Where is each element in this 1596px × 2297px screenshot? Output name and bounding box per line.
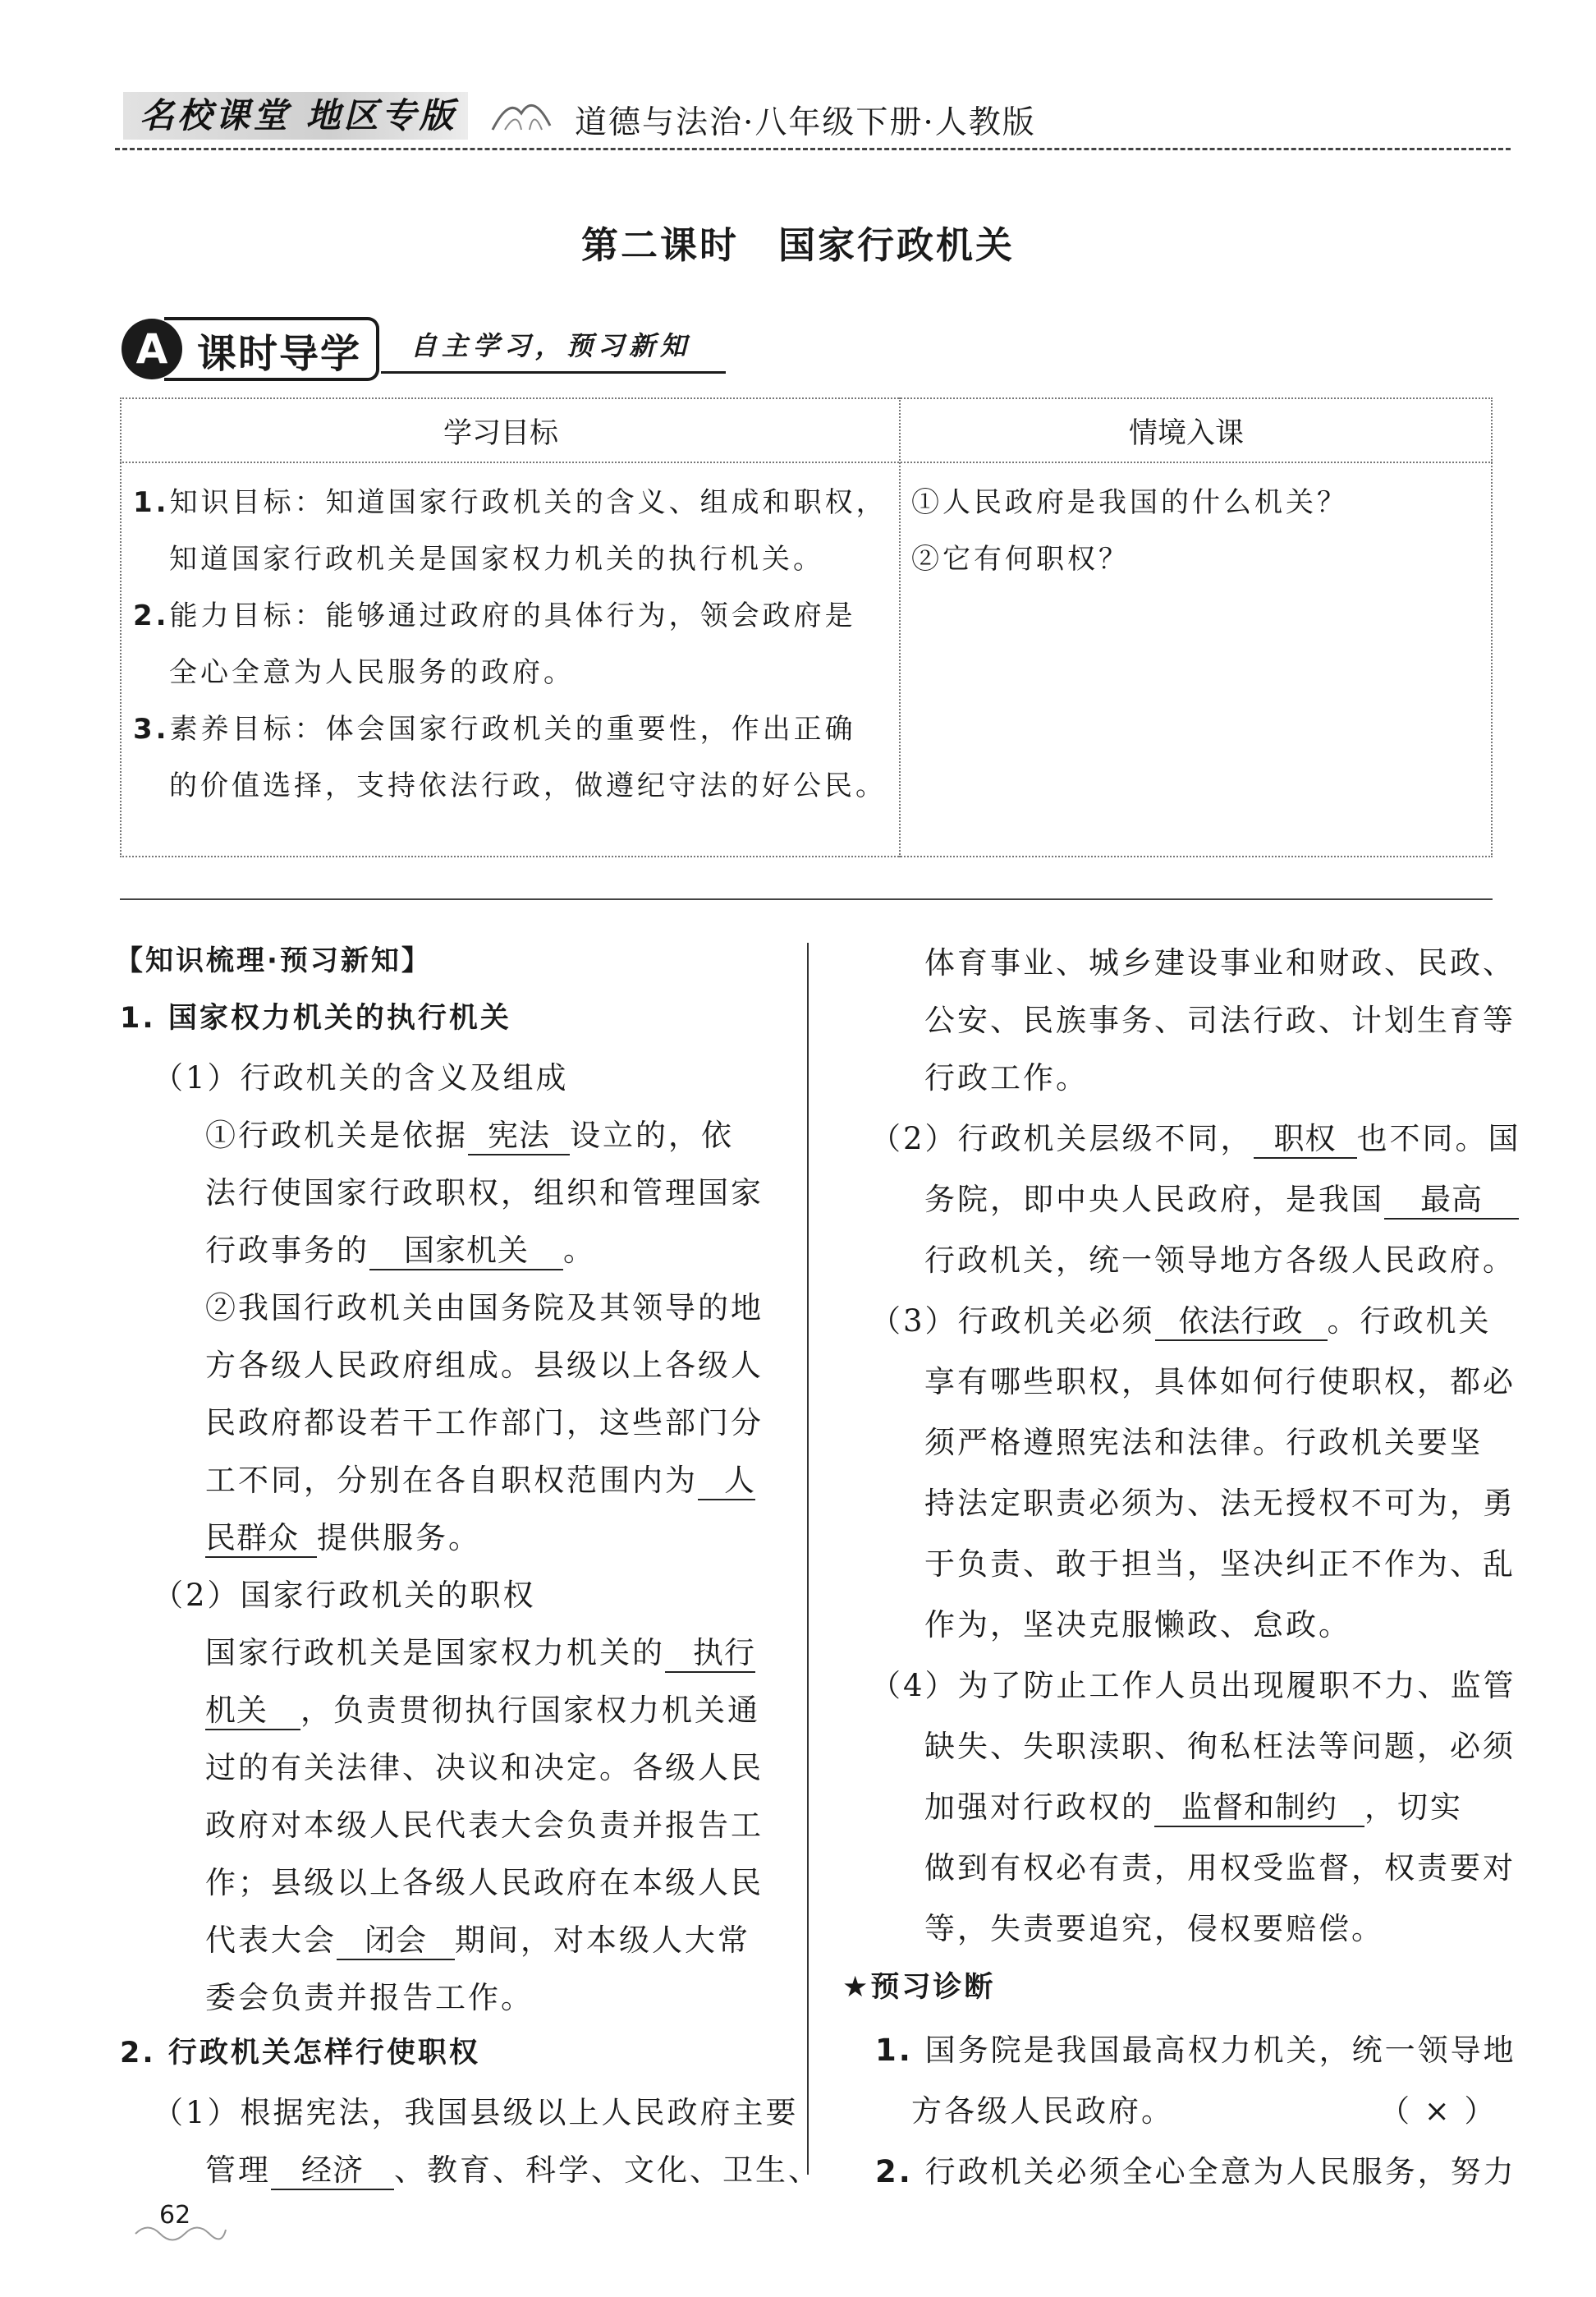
section-badge-underline xyxy=(381,371,726,374)
text-line: 管理 经济 、教育、科学、文化、卫生、 xyxy=(205,2145,821,2190)
text-line: 过的有关法律、决议和决定。各级人民 xyxy=(205,1750,764,1785)
context-question: ②它有何职权？ xyxy=(911,543,1130,576)
header-divider xyxy=(115,148,1511,150)
section-badge-subtitle: 自主学习，预习新知 xyxy=(410,330,692,361)
header-subject: 道德与法治·八年级下册·人教版 xyxy=(575,104,1036,141)
leaf-ornament-icon xyxy=(484,89,558,138)
text-line: ②我国行政机关由国务院及其领导的地 xyxy=(205,1290,764,1325)
text-line: 行政工作。 xyxy=(924,1060,1089,1096)
goal-item-cont: 知道国家行政机关是国家权力机关的执行机关。 xyxy=(169,543,824,576)
lesson-title: 第二课时 国家行政机关 xyxy=(580,223,1015,267)
answer-blank: 职权 xyxy=(1254,1122,1357,1159)
text-line: 委会负责并报告工作。 xyxy=(205,1980,534,2015)
answer-blank: 民群众 xyxy=(205,1521,317,1558)
goal-item: 3.素养目标：体会国家行政机关的重要性，作出正确 xyxy=(133,713,856,746)
table-header-context: 情境入课 xyxy=(1129,417,1245,450)
goal-list xyxy=(133,475,887,815)
table-column-divider xyxy=(899,397,901,857)
answer-blank: 执行 xyxy=(665,1636,755,1673)
text-line: 须严格遵照宪法和法律。行政机关要坚 xyxy=(924,1425,1483,1460)
section-divider xyxy=(120,898,1493,900)
context-question: ①人民政府是我国的什么机关？ xyxy=(911,486,1348,519)
text-line: 体育事业、城乡建设事业和财政、民政、 xyxy=(924,945,1516,981)
heading-1: 1. 国家权力机关的执行机关 xyxy=(120,1002,511,1035)
text-line: 享有哪些职权，具体如何行使职权，都必 xyxy=(924,1364,1516,1399)
section-badge-label: 课时导学 xyxy=(197,331,362,377)
heading-2: 2. 行政机关怎样行使职权 xyxy=(120,2037,480,2070)
goal-item: 2.能力目标：能够通过政府的具体行为，领会政府是 xyxy=(133,600,856,632)
knowledge-section-heading: 【知识梳理·预习新知】 xyxy=(115,944,432,977)
text-line: 方各级人民政府组成。县级以上各级人 xyxy=(205,1348,764,1383)
context-questions xyxy=(911,475,1348,588)
text-line: 于负责、敢于担当，坚决纠正不作为、乱 xyxy=(924,1546,1516,1582)
column-divider xyxy=(807,943,809,2175)
page-number: 62 xyxy=(159,2201,191,2230)
text-line: 公安、民族事务、司法行政、计划生育等 xyxy=(924,1003,1516,1038)
goal-item: 1.知识目标：知道国家行政机关的含义、组成和职权， xyxy=(133,486,887,519)
text-line: （2）行政机关层级不同， 职权 也不同。国 xyxy=(870,1114,1521,1159)
text-line: 缺失、失职渎职、徇私枉法等问题，必须 xyxy=(924,1729,1516,1764)
text-line: 工不同，分别在各自职权范围内为 人 xyxy=(205,1455,755,1500)
question-item: 1. 国务院是我国最高权力机关，统一领导地 xyxy=(875,2033,1516,2068)
text-line: 务院，即中央人民政府，是我国 最高 xyxy=(924,1174,1519,1220)
answer-blank: 闭会 xyxy=(337,1923,455,1960)
footer-ornament-icon xyxy=(131,2217,230,2242)
subheading-3: （1）根据宪法，我国县级以上人民政府主要 xyxy=(153,2095,799,2130)
answer-blank: 监督和制约 xyxy=(1154,1790,1364,1827)
question-item: 2. 行政机关必须全心全意为人民服务，努力 xyxy=(875,2154,1516,2189)
text-line: 做到有权必有责，用权受监督，权责要对 xyxy=(924,1850,1516,1886)
text-line: 民政府都设若干工作部门，这些部门分 xyxy=(205,1405,764,1440)
text-line: （4）为了防止工作人员出现履职不力、监管 xyxy=(870,1668,1516,1703)
text-line: 等，失责要追究，侵权要赔偿。 xyxy=(924,1911,1384,1946)
text-line: 民群众 提供服务。 xyxy=(205,1513,481,1558)
text-line: 行政机关，统一领导地方各级人民政府。 xyxy=(924,1243,1516,1278)
subheading-1: （1）行政机关的含义及组成 xyxy=(153,1060,569,1096)
text-line: 加强对行政权的 监督和制约 ，切实 xyxy=(924,1782,1463,1827)
answer-blank: 最高 xyxy=(1384,1183,1519,1220)
text-line: 代表大会 闭会 期间，对本级人大常 xyxy=(205,1915,750,1960)
text-line: 作为，坚决克服懒政、怠政。 xyxy=(924,1607,1351,1642)
subheading-2: （2）国家行政机关的职权 xyxy=(153,1578,536,1613)
answer-blank: 机关 xyxy=(205,1693,300,1730)
answer-blank: 宪法 xyxy=(468,1119,570,1155)
text-line: 国家行政机关是国家权力机关的 执行 xyxy=(205,1628,755,1673)
answer-blank: 经济 xyxy=(271,2153,394,2190)
text-line: 政府对本级人民代表大会负责并报告工 xyxy=(205,1808,764,1843)
answer-mark: （ × ） xyxy=(1379,2093,1497,2129)
text-line: 机关 ，负责贯彻执行国家权力机关通 xyxy=(205,1685,760,1730)
header-brand: 名校课堂 地区专版 xyxy=(140,95,457,136)
text-line: 法行使国家行政职权，组织和管理国家 xyxy=(205,1175,764,1211)
text-line: （3）行政机关必须 依法行政 。行政机关 xyxy=(870,1296,1492,1341)
text-line: 作；县级以上各级人民政府在本级人民 xyxy=(205,1865,764,1900)
goal-item-cont: 的价值选择，支持依法行政，做遵纪守法的好公民。 xyxy=(169,769,887,802)
text-line: ①行政机关是依据 宪法 设立的，依 xyxy=(205,1110,734,1155)
goal-item-cont: 全心全意为人民服务的政府。 xyxy=(169,656,575,689)
table-header-divider xyxy=(120,462,1493,463)
answer-blank: 国家机关 xyxy=(369,1233,563,1270)
text-line: 持法定职责必须为、法无授权不可为，勇 xyxy=(924,1486,1516,1521)
section-badge-letter: A xyxy=(122,319,182,379)
question-item-cont: 方各级人民政府。 xyxy=(911,2093,1174,2129)
diagnosis-heading: ★预习诊断 xyxy=(842,1971,996,2004)
table-header-goals: 学习目标 xyxy=(443,417,559,450)
text-line: 行政事务的 国家机关 。 xyxy=(205,1225,596,1270)
answer-blank: 人 xyxy=(698,1463,755,1500)
answer-blank: 依法行政 xyxy=(1155,1304,1328,1341)
